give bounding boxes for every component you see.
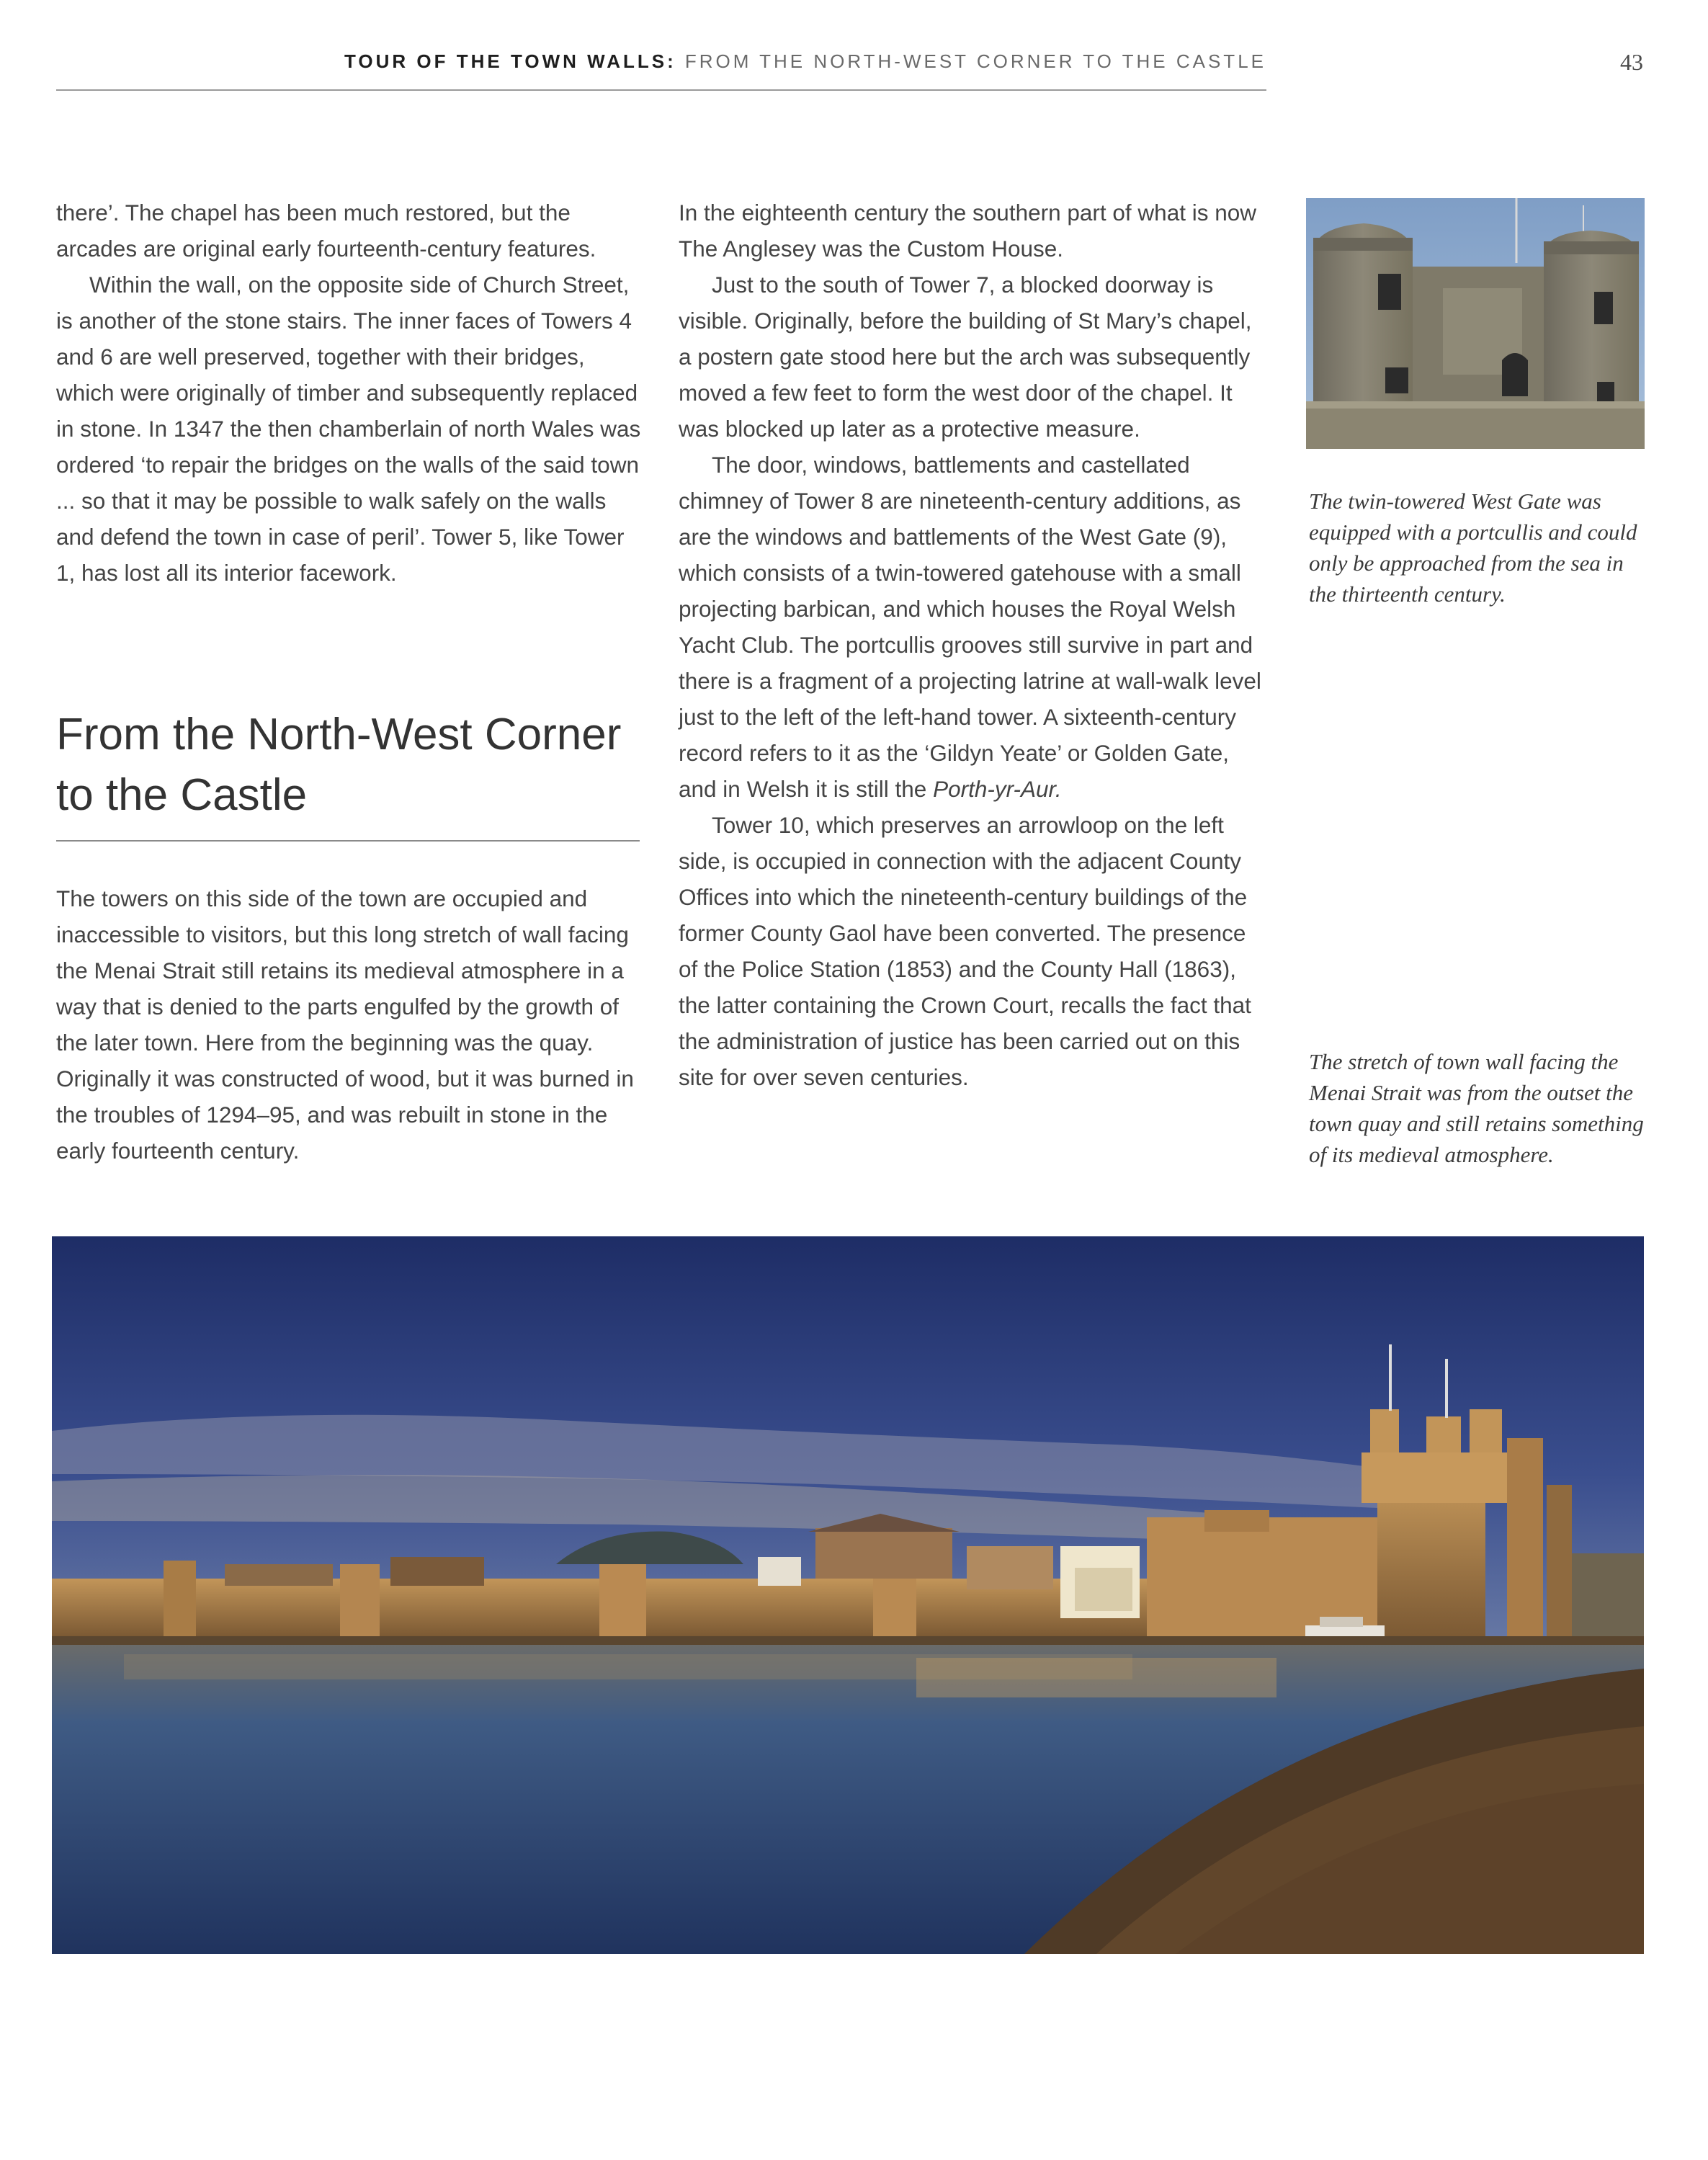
paragraph: In the eighteenth century the southern part of what is now The Anglesey was the Custom House. xyxy=(679,200,1257,262)
panorama-illustration xyxy=(52,1236,1644,1954)
left-column-bottom-text xyxy=(56,880,647,1169)
page-number: 43 xyxy=(1620,49,1643,75)
west-gate-illustration xyxy=(1306,198,1645,449)
running-header xyxy=(56,40,1266,91)
welsh-name: Porth-yr-Aur. xyxy=(933,776,1062,802)
section-divider xyxy=(56,840,640,842)
header-separator: : xyxy=(667,50,676,72)
paragraph xyxy=(679,447,1269,807)
left-column-top-text xyxy=(56,195,647,591)
paragraph: The towers on this side of the town are occupied and inaccessible to visitors, but this long stretch of wall facing the Menai Strait still retains its medieval atmosphere in a way that is denied to the parts engulfed by the growth of the later town. Here from the beginning was the quay. Originally it was constructed of wood, but it was burned in the troubles of 1294–95, and was rebuilt in stone in the early fourteenth century. xyxy=(56,885,634,1164)
town-wall-caption: The stretch of town wall facing the Menai Strait was from the outset the town quay and still retains something of its medieval atmosphere. xyxy=(1309,1049,1644,1167)
paragraph: Within the wall, on the opposite side of Church Street, is another of the stone stairs. The inner faces of Towers 4 and 6 are well preserved, together with their bridges, which were originally of timber and subsequently replaced in stone. In 1347 the then chamberlain of north Wales was ordered ‘to repair the bridges on the walls of the said town ... so that it may be possible to walk safely on the walls and defend the town in case of peril’. Tower 5, like Tower 1, has lost all its interior facework. xyxy=(56,272,641,586)
section-heading: From the North-West Corner to the Castle xyxy=(56,710,622,820)
town-wall-panorama-photo xyxy=(52,1236,1644,1954)
running-header-text xyxy=(344,50,1266,73)
paragraph: Tower 10, which preserves an arrowloop on the left side, is occupied in connection with the adjacent County Offices into which the nineteenth-century buildings of the former County Gaol have been converted. The presence of the Police Station (1853) and the County Hall (1863), the latter containing the Crown Court, recalls the fact that the administration of justice has been carried out on this site for over seven centuries. xyxy=(679,812,1251,1090)
header-section-title: TOUR OF THE TOWN WALLS xyxy=(344,50,668,72)
header-subsection-title: FROM THE NORTH-WEST CORNER TO THE CASTLE xyxy=(684,50,1266,72)
paragraph-text: The door, windows, battlements and castellated chimney of Tower 8 are nineteenth-century additions, as are the windows and battlements of the West Gate (9), which consists of a twin-towered gatehouse with a small projecting barbican, and which houses the Royal Welsh Yacht Club. The portcullis grooves still survive in part and there is a fragment of a projecting latrine at wall-walk level just to the left of the left-hand tower. A sixteenth-century record refers to it as the ‘Gildyn Yeate’ or Golden Gate, and in Welsh it is still the xyxy=(679,452,1261,802)
paragraph: there’. The chapel has been much restored, but the arcades are original early fourteenth-century features. xyxy=(56,200,596,262)
paragraph: Just to the south of Tower 7, a blocked doorway is visible. Originally, before the building of St Mary’s chapel, a postern gate stood here but the arch was subsequently moved a few feet to form the west door of the chapel. It was blocked up later as a protective measure. xyxy=(679,272,1252,442)
west-gate-photo xyxy=(1306,198,1645,449)
middle-column-text xyxy=(679,195,1269,1095)
west-gate-caption: The twin-towered West Gate was equipped with a portcullis and could only be approached from the sea in the thirteenth century. xyxy=(1309,488,1637,607)
